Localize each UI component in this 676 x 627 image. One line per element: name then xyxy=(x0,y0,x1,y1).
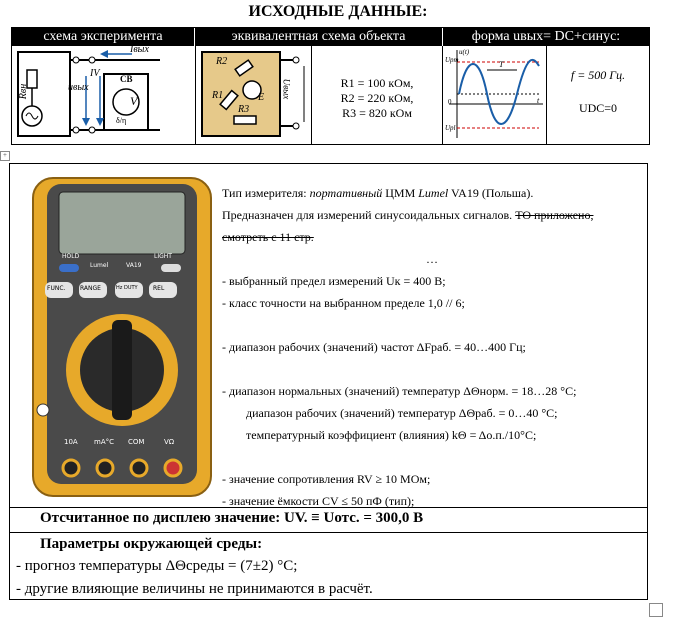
equivalent-schematic xyxy=(195,46,311,144)
table-move-handle-icon[interactable]: + xyxy=(0,151,10,161)
label-sv: СВ xyxy=(120,74,133,84)
header-equivalent-scheme: эквивалентная схема объекта xyxy=(195,28,442,46)
wave-label-upm: Upm xyxy=(445,56,459,64)
meter-button-hz: Hz DUTY xyxy=(116,285,138,291)
label-u-vyh: uвых xyxy=(68,82,89,93)
label-r3: R3 xyxy=(238,104,250,115)
meter-button-range: RANGE xyxy=(80,285,101,292)
spec-blank-2 xyxy=(222,358,642,380)
spec-working-temp: диапазон рабочих (значений) температур ΔΘраб. = 0…40 °C; xyxy=(246,406,558,420)
header-waveform: форма uвых= DC+синус: xyxy=(443,28,649,46)
meter-jack-10a: 10A xyxy=(64,438,78,446)
ellipsis: … xyxy=(426,252,438,266)
meter-purpose-line xyxy=(222,204,642,248)
display-reading: Отсчитанное по дисплею значение: UV. ≡ Uотс. = 300,0 В xyxy=(40,510,424,526)
resistor-values xyxy=(311,46,442,144)
label-r2: R2 xyxy=(216,56,228,67)
wave-label-zero: 0 xyxy=(448,98,452,106)
label-ratio: δ/η xyxy=(116,116,127,125)
experiment-schematic xyxy=(12,46,195,144)
spec-capacitance: - значение ёмкости CV ≤ 50 пФ (тип); xyxy=(222,494,415,508)
spec-resistance: - значение сопротивления RV ≥ 10 МОм; xyxy=(222,472,431,486)
meter-brand: Lumel xyxy=(90,262,109,269)
spec-range: - выбранный предел измерений Uк = 400 В; xyxy=(222,274,446,288)
meter-label-light: LIGHT xyxy=(154,253,172,260)
label-e: E xyxy=(258,92,265,103)
label-r-vn: Rвн xyxy=(18,83,30,100)
meter-purpose: Предназначен для измерений синусоидальных сигналов. xyxy=(222,208,516,222)
wave-label-upl: Upl xyxy=(445,124,456,132)
spec-temp-coefficient: температурный коэффициент (влияния) kΘ = Δо.п./10°C; xyxy=(246,428,537,442)
environment-other: - другие влияющие величины не принимаются в расчёт. xyxy=(16,581,373,597)
meter-type-mid: ЦММ xyxy=(382,186,419,200)
multimeter-photo xyxy=(23,170,220,504)
resistor-r1: R1 = 100 кОм, xyxy=(340,76,414,90)
label-v: V xyxy=(130,94,138,108)
environment-temp-forecast: - прогноз температуры ΔΘсреды = (7±2) °C; xyxy=(16,558,298,574)
resistor-r3: R3 = 820 кОм xyxy=(342,106,412,120)
meter-button-rel: REL xyxy=(153,285,165,292)
udc-value: UDC=0 xyxy=(578,101,618,115)
wave-label-t: t xyxy=(537,96,540,105)
label-iv: IV xyxy=(90,68,100,79)
frequency-udc xyxy=(546,46,649,144)
label-u-out: Uвых xyxy=(281,78,292,100)
header-experiment-scheme: схема эксперимента xyxy=(12,28,194,46)
meter-button-func: FUNC. xyxy=(47,285,66,292)
spec-blank-1 xyxy=(222,314,642,336)
page-title: ИСХОДНЫЕ ДАННЫЕ: xyxy=(248,3,428,20)
meter-type-brand: Lumel xyxy=(418,186,449,200)
meter-type-italic: портативный xyxy=(309,186,383,200)
wave-label-T: T xyxy=(499,60,504,69)
meter-jack-v: VΩ xyxy=(164,438,175,446)
environment-heading: Параметры окружающей среды: xyxy=(40,536,263,552)
meter-type-prefix: Тип измерителя: xyxy=(222,186,310,200)
meter-table xyxy=(9,163,648,600)
meter-manual-ref-strikethrough: ТО приложено, смотреть с 11 стр. xyxy=(222,208,594,244)
experiment-schematic-drawing xyxy=(12,46,194,144)
label-r1: R1 xyxy=(212,90,224,101)
meter-type-line xyxy=(222,182,642,204)
meter-label-hold: HOLD xyxy=(62,253,80,260)
spec-frequency: - диапазон рабочих (значений) частот ΔFраб. = 40…400 Гц; xyxy=(222,340,526,354)
resize-handle-icon[interactable] xyxy=(649,603,663,617)
meter-type-end: VA19 (Польша). xyxy=(448,186,534,200)
resistor-r2: R2 = 220 кОм, xyxy=(340,91,414,105)
spec-blank-3 xyxy=(222,446,642,468)
meter-jack-com: COM xyxy=(128,438,145,446)
label-i-vyh: Iвых xyxy=(130,44,149,55)
meter-jack-ma: mA°C xyxy=(94,438,114,446)
meter-model: VA19 xyxy=(126,262,142,269)
spec-normal-temp: - диапазон нормальных (значений) температур ΔΘнорм. = 18…28 °C; xyxy=(222,384,577,398)
spec-accuracy: - класс точности на выбранном пределе 1,0 // 6; xyxy=(222,296,465,310)
frequency-value: f = 500 Гц. xyxy=(570,68,626,82)
waveform-cell xyxy=(442,46,546,144)
source-data-table xyxy=(11,27,650,145)
meter-description xyxy=(222,182,642,512)
wave-label-ut: u(t) xyxy=(459,48,470,56)
